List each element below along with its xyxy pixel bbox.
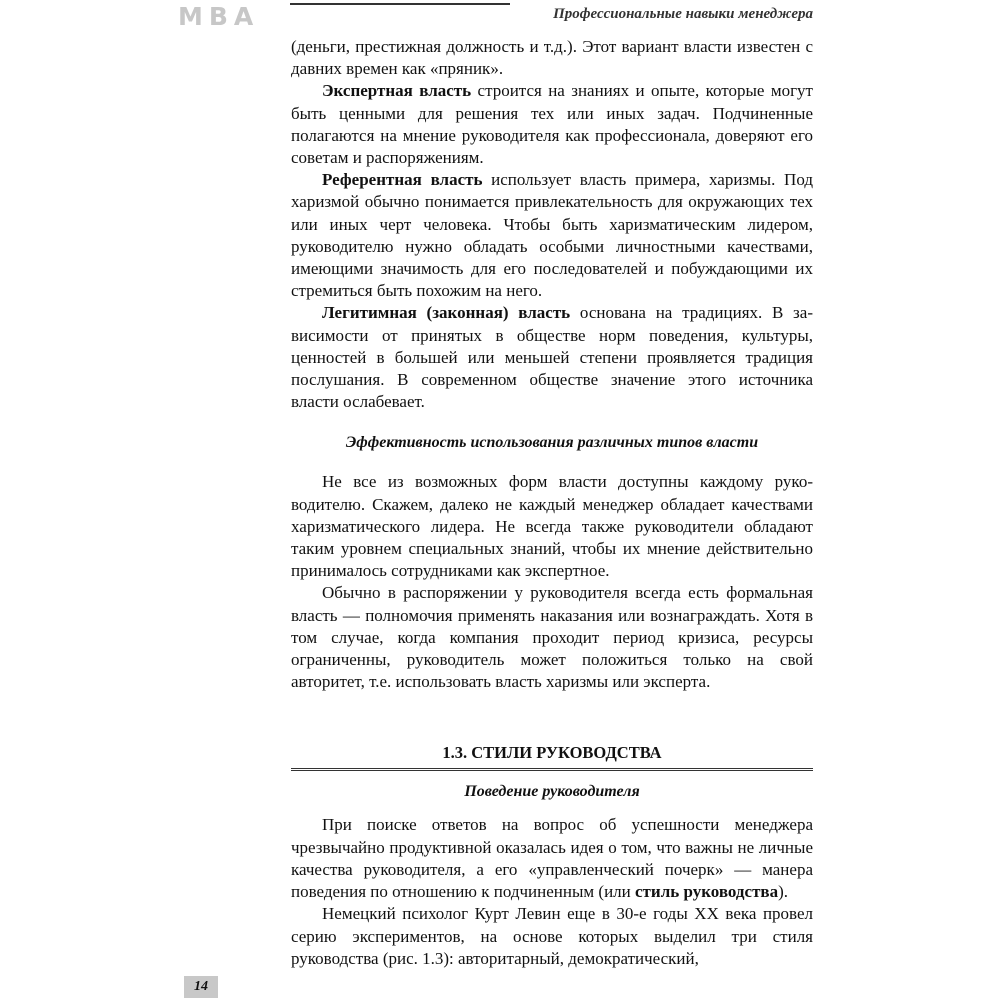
paragraph-text: При поиске ответов на вопрос об успешности менеджера чрезвычайно продуктивной оказалась идея о том, что важны не личные качества руководителя, а его «управленческий почерк» — манера поведения по отношению к подчиненным (или — [291, 815, 813, 902]
page-body — [291, 36, 813, 970]
paragraph-text: основана на традициях. В зависимости от принятых в обществе норм поведения, культуры, ценностей в большей или меньшей степени проявляется традиция послушания. В современном обществе значение этого источника власти ослабевает. — [291, 303, 813, 412]
term-legitimate-power: Легитимная (законная) власть — [322, 303, 571, 323]
header-rule — [290, 3, 510, 5]
paragraph-expert-power — [291, 80, 813, 169]
paragraph-text: использует власть примера, харизмы. Под харизмой обычно понимается привлекательность для окружающих тех или иных черт человека. Чтобы быть харизматическим лидером, руководителю нужно обладать особыми личностными качествами, имеющими значимость для его последователей и побуждающими их стремиться быть похожим на него. — [291, 170, 813, 301]
paragraph-text: строится на знаниях и опыте, которые могут быть ценными для решения тех или иных задач. Подчиненные полагаются на мнение руководителя как профессионала, доверяют его советам и распоряжениям. — [291, 81, 813, 168]
mba-logo: MBA — [178, 2, 260, 31]
section-title: 1.3. СТИЛИ РУКОВОДСТВА — [442, 743, 662, 763]
subheading-leader-behavior: Поведение руководителя — [464, 783, 640, 801]
running-title: Профессиональные навыки менеджера — [553, 6, 813, 22]
paragraph-text: ). — [778, 882, 789, 902]
term-referent-power: Референтная власть — [322, 170, 483, 190]
paragraph-legitimate-power — [291, 302, 813, 413]
paragraph-referent-power — [291, 169, 813, 302]
page-number: 14 — [184, 976, 218, 998]
paragraph-6: Обычно в распоряжении у руководителя всегда есть формальная власть — полномочия применять наказания или вознаграждать. Хотя в том случае, когда компания проходит период кризиса, ресурсы ограниченны, руководитель может положиться только на свой авторитет, т.е. использовать власть харизмы или эксперта. — [291, 583, 813, 692]
paragraph-8: Немецкий психолог Курт Левин еще в 30-е годы XX века провел серию экспериментов, на основе которых выделил три стиля руководства (рис. 1.3): авторитарный, демократический, — [291, 904, 813, 968]
paragraph-7 — [291, 814, 813, 903]
subheading-power-effectiveness: Эффективность использования различных типов власти — [345, 434, 759, 452]
section-rule — [291, 768, 813, 771]
term-expert-power: Экспертная власть — [322, 81, 472, 101]
term-leadership-style: стиль руководства — [635, 882, 779, 902]
paragraph-5: Не все из возможных форм власти доступны каждому руководителю. Скажем, далеко не каждый менеджер обладает качествами харизматического лидера. Не всегда также руководители обладают таким уровнем специальных знаний, чтобы их мнение действительно принималось сотрудниками как экспертное. — [291, 472, 813, 581]
paragraph-1: (деньги, престижная должность и т.д.). Этот вариант власти известен с давних времен как «пряник». — [291, 37, 813, 79]
